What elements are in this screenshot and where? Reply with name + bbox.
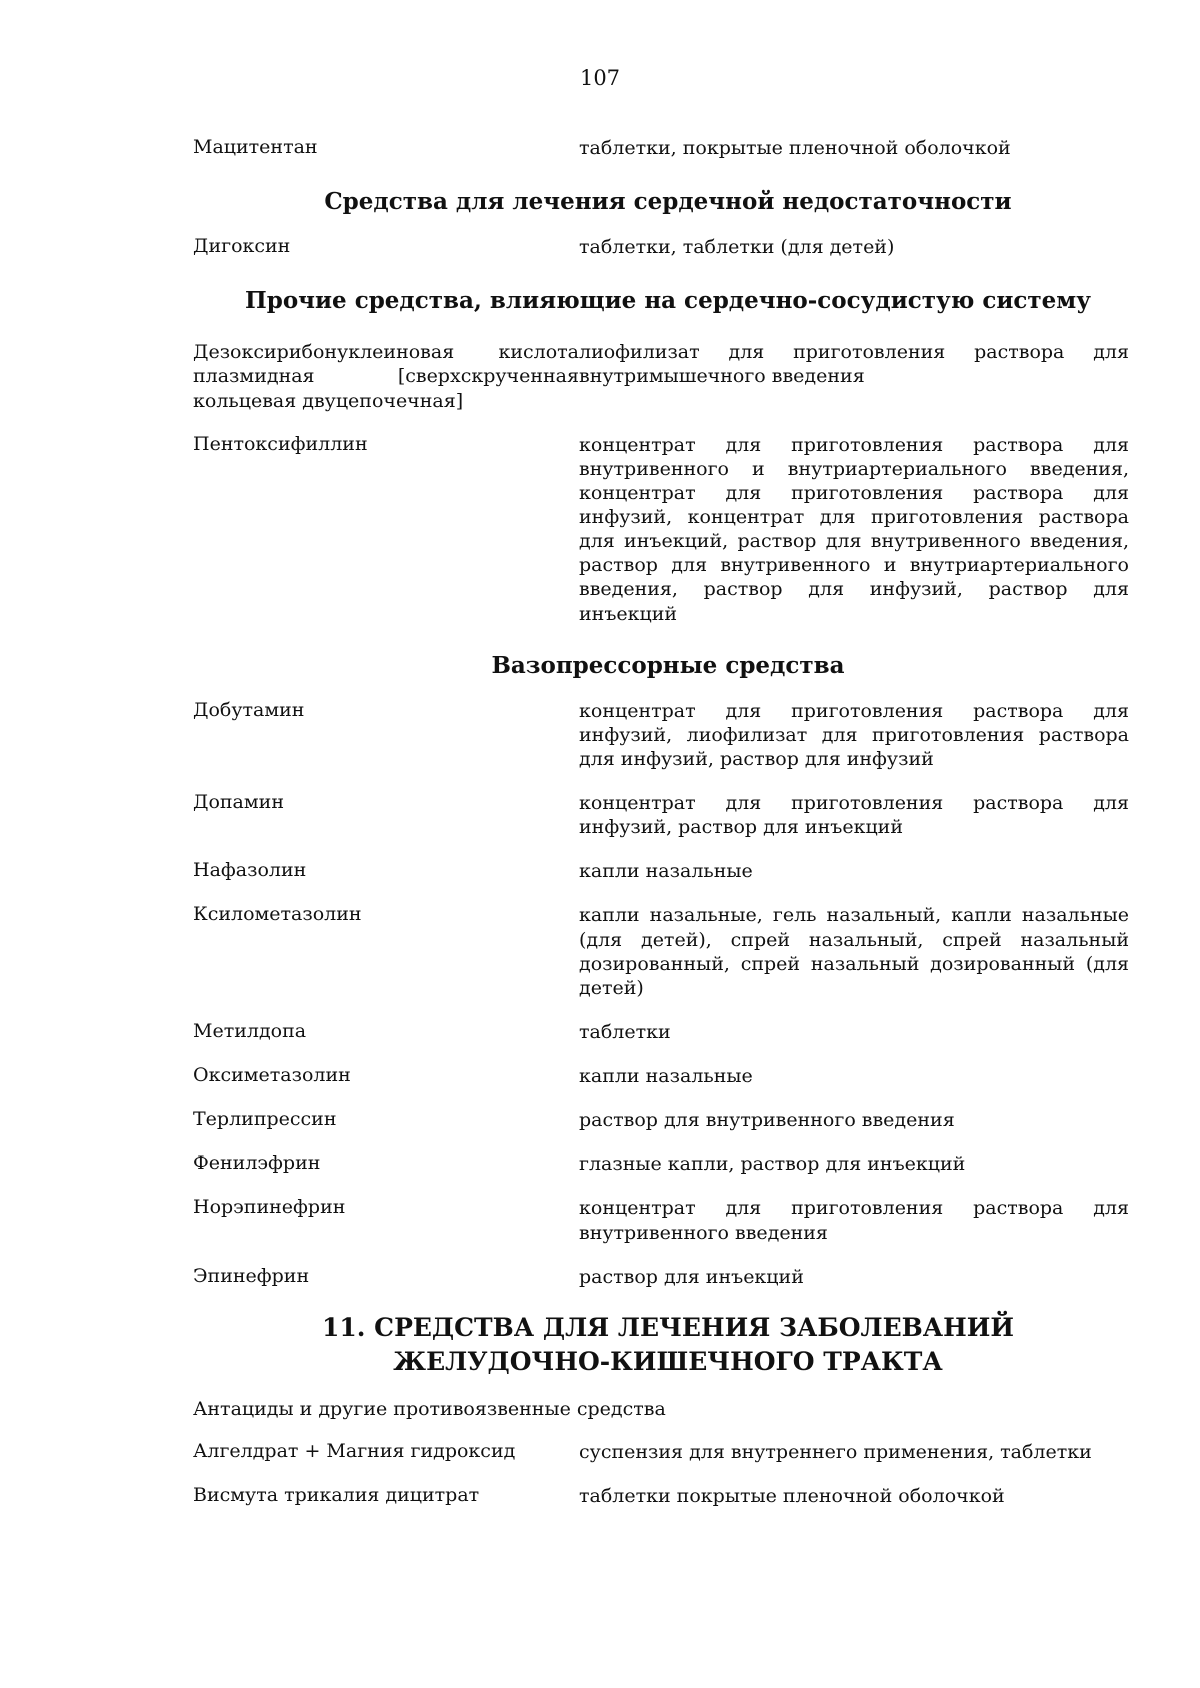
drug-name: Добутамин xyxy=(193,698,305,721)
chapter-heading xyxy=(193,1311,1143,1379)
drug-row xyxy=(193,903,1143,1000)
drug-row xyxy=(193,433,1143,626)
chapter-heading-line: 11. СРЕДСТВА ДЛЯ ЛЕЧЕНИЯ ЗАБОЛЕВАНИЙ xyxy=(321,1312,1015,1342)
drug-form: капли назальные xyxy=(579,860,753,883)
drug-form: раствор для инъекций xyxy=(579,1265,804,1288)
drug-name: Эпинефрин xyxy=(193,1264,310,1287)
drug-form: концентрат для приготовления раствора для инфузий, раствор для инъекций xyxy=(579,792,1129,839)
drug-row xyxy=(193,1484,1143,1508)
section-heading: Прочие средства, влияющие на сердечно-сосудистую систему xyxy=(245,287,1091,315)
section-heading: Вазопрессорные средства xyxy=(491,651,845,679)
drug-form: суспензия для внутреннего применения, таблетки xyxy=(579,1441,1092,1464)
drug-form: таблетки, таблетки (для детей) xyxy=(579,236,895,259)
section-heading: Средства для лечения сердечной недостаточности xyxy=(324,188,1012,216)
drug-name: Пентоксифиллин xyxy=(193,432,368,455)
chapter-heading-line: ЖЕЛУДОЧНО-КИШЕЧНОГО ТРАКТА xyxy=(393,1346,943,1376)
subgroup-heading: Антациды и другие противоязвенные средства xyxy=(193,1398,666,1421)
drug-row xyxy=(193,1440,1143,1464)
drug-name: Оксиметазолин xyxy=(193,1064,351,1086)
drug-form: концентрат для приготовления раствора для внутривенного и внутриартериального введения, концентрат для приготовления раствора для инфузий, концентрат для приготовления раствора для инъекций, раствор для внутривенного введения, раствор для внутривенного и внутриартериального введения, раствор для инфузий, раствор для инъекций xyxy=(579,433,1129,625)
drug-name: Мацитентан xyxy=(193,136,318,158)
drug-form: концентрат для приготовления раствора для инфузий, лиофилизат для приготовления раствора для инфузий, раствор для инфузий xyxy=(579,699,1129,770)
drug-row xyxy=(193,340,1143,412)
drug-name: Дезоксирибонуклеиновая кислота плазмидная [сверхскрученная кольцевая двуцепочечная] xyxy=(193,341,579,412)
drug-name: Алгелдрат + Магния гидроксид xyxy=(193,1440,516,1463)
drug-row xyxy=(193,136,1143,160)
drug-name: Фенилэфрин xyxy=(193,1152,321,1175)
drug-row xyxy=(193,791,1143,839)
drug-name: Норэпинефрин xyxy=(193,1196,346,1219)
drug-form: таблетки покрытые пленочной оболочкой xyxy=(579,1485,1005,1508)
drug-row xyxy=(193,859,1143,883)
drug-row xyxy=(193,699,1143,771)
drug-form: капли назальные, гель назальный, капли назальные (для детей), спрей назальный, спрей назальный дозированный, спрей назальный дозированный (для детей) xyxy=(579,904,1129,999)
drug-form: глазные капли, раствор для инъекций xyxy=(579,1153,966,1176)
drug-name: Ксилометазолин xyxy=(193,903,362,926)
drug-row xyxy=(193,1152,1143,1176)
drug-name: Терлипрессин xyxy=(193,1108,337,1131)
page-number: 107 xyxy=(579,66,621,90)
drug-name: Нафазолин xyxy=(193,859,307,882)
drug-row xyxy=(193,235,1143,259)
drug-form: лиофилизат для приготовления раствора для внутримышечного введения xyxy=(579,341,1129,388)
drug-form: раствор для внутривенного введения xyxy=(579,1109,955,1132)
drug-form: таблетки, покрытые пленочной оболочкой xyxy=(579,137,1011,159)
drug-name: Висмута трикалия дицитрат xyxy=(193,1484,480,1507)
drug-row xyxy=(193,1020,1143,1044)
drug-name: Допамин xyxy=(193,791,284,813)
drug-list xyxy=(193,136,1143,1509)
drug-row xyxy=(193,1265,1143,1289)
drug-row xyxy=(193,1196,1143,1244)
drug-form: таблетки xyxy=(579,1020,671,1043)
drug-name: Дигоксин xyxy=(193,235,291,258)
drug-name: Метилдопа xyxy=(193,1019,307,1042)
drug-form: капли назальные xyxy=(579,1065,753,1087)
drug-row xyxy=(193,1064,1143,1088)
drug-form: концентрат для приготовления раствора для внутривенного введения xyxy=(579,1197,1129,1244)
drug-row xyxy=(193,1108,1143,1132)
